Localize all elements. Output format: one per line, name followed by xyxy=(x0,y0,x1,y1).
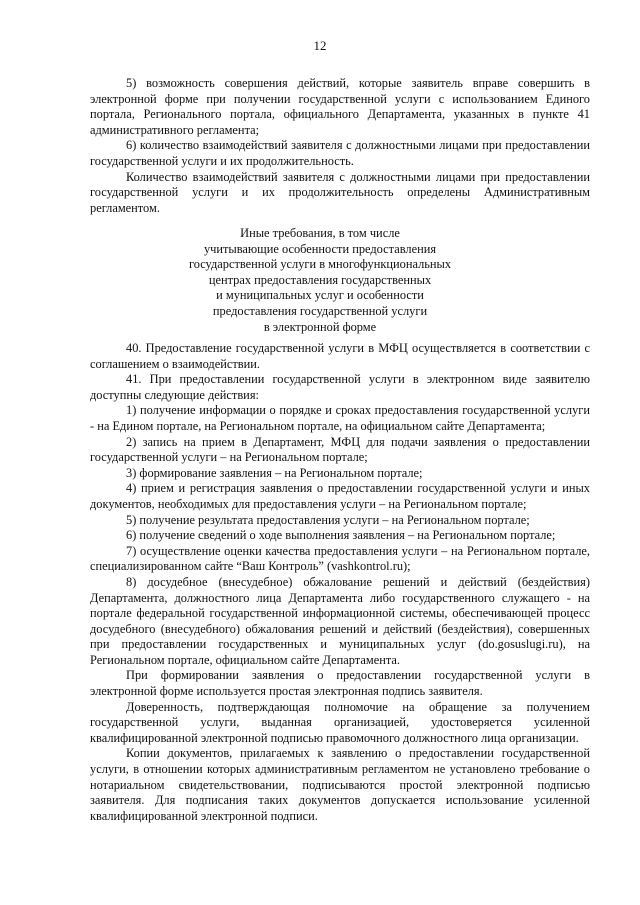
section-heading xyxy=(150,226,490,335)
heading-line: в электронной форме xyxy=(263,319,377,334)
list-item-7: 7) осуществление оценки качества предоставления услуги – на Региональном портале, специализированном сайте “Ваш Контроль” (vashkontrol.ru); xyxy=(90,543,590,574)
paragraph-40: 40. Предоставление государственной услуги в МФЦ осуществляется в соответствии с соглашением о взаимодействии. xyxy=(90,341,590,371)
top-section xyxy=(90,76,590,216)
heading-line: учитывающие особенности предоставления xyxy=(203,241,437,256)
list-item-1: 1) получение информации о порядке и сроках предоставления государственной услуги - на Едином портале, на Региональном портале, на официальном сайте Департамента; xyxy=(90,403,590,433)
list-item-3: 3) формирование заявления – на Региональном портале; xyxy=(126,465,423,480)
paragraph-interactions: Количество взаимодействий заявителя с должностными лицами при предоставлении государственной услуги и их продолжительность определены Административным регламентом. xyxy=(90,169,590,215)
list-item-2: 2) запись на прием в Департамент, МФЦ для подачи заявления о предоставлении государственной услуги – на Региональном портале; xyxy=(90,434,590,465)
paragraph-document-copies: Копии документов, прилагаемых к заявлению о предоставлении государственной услуги, в отношении которых административным регламентом не установлено требование о нотариальном свидетельствовании, подписываются простой электронной подписью заявителя. Для подписания таких документов допускается использование усиленной квалифицированной электронной подписи. xyxy=(90,746,590,823)
heading-line: Иные требования, в том числе xyxy=(240,226,400,240)
paragraph-item-5: 5) возможность совершения действий, которые заявитель вправе совершить в электронной форме при получении государственной услуги с использованием Единого портала, Регионального портала, официального Департамента, указанных в пункте 41 административного регламента; xyxy=(90,76,590,137)
heading-line: центрах предоставления государственных xyxy=(208,272,432,287)
list-item-4: 4) прием и регистрация заявления о предоставлении государственной услуги и иных документов, необходимых для предоставления услуги – на Региональном портале; xyxy=(90,481,590,511)
list-item-6: 6) получение сведений о ходе выполнения заявления – на Региональном портале; xyxy=(126,528,556,543)
heading-line: предоставления государственной услуги xyxy=(212,303,428,318)
list-item-8: 8) досудебное (внесудебное) обжалование решений и действий (бездействия) Департамента, должностного лица Департамента либо государственного служащего - на портале федеральной государственной информационной системы, обеспечивающей процесс досудебного (внесудебного) обжалования решений и действий (бездействия), совершенных при предоставлении государственных и муниципальных услуг (do.gosuslugi.ru), на Региональном портале, официальном сайте Департамента. xyxy=(90,574,590,667)
heading-line: государственной услуги в многофункциональных xyxy=(188,257,452,272)
page-number: 12 xyxy=(313,38,327,53)
paragraph-signature: При формировании заявления о предоставлении государственной услуги в электронной форме используется простая электронная подпись заявителя. xyxy=(90,668,590,699)
paragraph-41: 41. При предоставлении государственной услуги в электронном виде заявителю доступны следующие действия: xyxy=(90,372,590,402)
heading-line: и муниципальных услуг и особенности xyxy=(216,288,424,303)
paragraph-power-of-attorney: Доверенность, подтверждающая полномочие на обращение за получением государственной услуги, выданная организацией, удостоверяется усиленной квалифицированной электронной подписью правомочного должностного лица организации. xyxy=(90,699,590,745)
body-section xyxy=(90,341,590,824)
list-item-5: 5) получение результата предоставления услуги – на Региональном портале; xyxy=(126,512,530,527)
paragraph-item-6: 6) количество взаимодействий заявителя с должностными лицами при предоставлении государственной услуги и их продолжительность. xyxy=(90,138,590,168)
